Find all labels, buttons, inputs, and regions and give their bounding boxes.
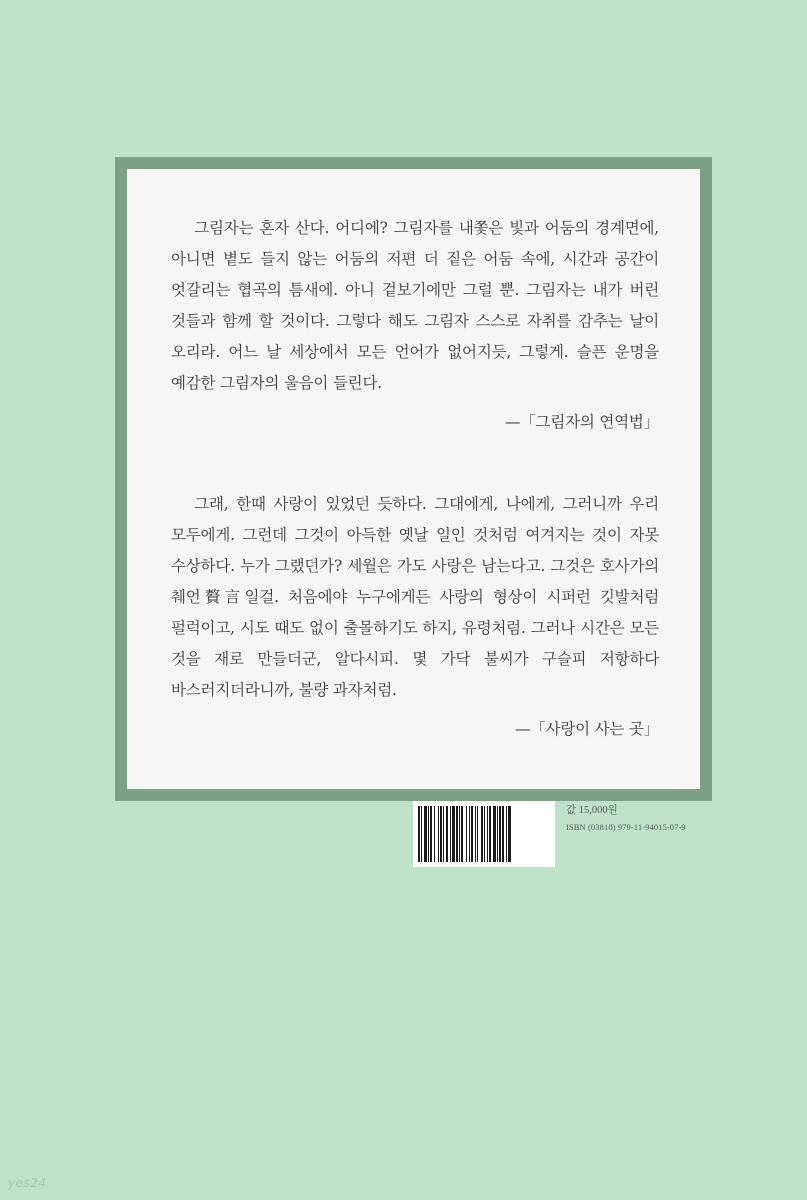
barcode-bar: [466, 806, 467, 862]
barcode-bar: [506, 806, 507, 862]
barcode-bar: [443, 806, 444, 862]
excerpt-shadow: [171, 213, 659, 438]
barcode-bar: [471, 806, 473, 862]
barcode-bar: [508, 806, 511, 862]
barcode-bar: [450, 806, 451, 862]
barcode-bar: [440, 806, 442, 862]
barcode-bar: [484, 806, 485, 862]
barcode-bar: [475, 806, 476, 862]
isbn-number: ISBN (03810) 979-11-94015-07-9: [566, 822, 686, 832]
price-info: [566, 803, 686, 835]
excerpt-love: [171, 489, 659, 745]
quote-frame: [115, 157, 712, 801]
barcode-bar: [459, 806, 460, 862]
barcode-bar: [421, 806, 422, 862]
watermark-logo: yes24: [8, 1176, 47, 1190]
barcode-bar: [430, 806, 432, 862]
excerpt-paragraph: 그림자는 혼자 산다. 어디에? 그림자를 내쫓은 빛과 어둠의 경계면에, 아니면 볕도 들지 않는 어둠의 저편 더 짙은 어둠 속에, 시간과 공간이 엇갈리는 협곡의 틈새에. 아니 겉보기에만 그럴 뿐. 그림자는 내가 버린 것들과 함께 할 것이다. 그렇다 해도 그림자 스스로 자취를 감추는 날이 오리라. 어느 날 세상에서 모든 언어가 없어지듯, 그렇게. 슬픈 운명을 예감한 그림자의 울음이 들린다.: [171, 219, 659, 392]
barcode-bar: [446, 806, 448, 862]
barcode-bar: [438, 806, 439, 862]
barcode-bar: [461, 806, 463, 862]
excerpt-paragraph: 그래, 한때 사랑이 있었던 듯하다. 그대에게, 나에게, 그러니까 우리 모두에게. 그런데 그것이 아득한 옛날 일인 것처럼 여겨지는 것이 자못 수상하다. 누가 그랬던가? 세월은 가도 사랑은 남는다고. 그것은 호사가의 췌언贅言일걸. 처음에야 누구에게든 사랑의 형상이 시퍼런 깃발처럼 펄럭이고, 시도 때도 없이 출몰하기도 하지, 유령처럼. 그러나 시간은 모든 것을 재로 만들더군, 알다시피. 몇 가닥 불씨가 구슬피 저항하다 바스러지더라니까, 불량 과자처럼.: [171, 495, 659, 699]
barcode-bar: [477, 806, 478, 862]
barcode-bar: [469, 806, 470, 862]
barcode-bar: [418, 806, 420, 862]
barcode-bar: [481, 806, 483, 862]
barcode-graphic: [417, 806, 551, 862]
barcode-bar: [456, 806, 458, 862]
barcode-bar: [434, 806, 435, 862]
isbn-barcode: [413, 801, 555, 867]
excerpt-source: —「사랑이 사는 곳」: [515, 720, 659, 738]
barcode-bar: [452, 806, 455, 862]
barcode-bar: [424, 806, 427, 862]
barcode-bar: [502, 806, 504, 862]
quote-panel: [127, 169, 700, 789]
barcode-bar: [497, 806, 498, 862]
price-label: 값 15,000원: [566, 805, 618, 816]
barcode-bar: [499, 806, 501, 862]
excerpt-source: —「그림자의 연역법」: [504, 413, 659, 431]
barcode-bar: [428, 806, 429, 862]
barcode-bar: [493, 806, 496, 862]
barcode-bar: [487, 806, 488, 862]
barcode-bar: [489, 806, 491, 862]
